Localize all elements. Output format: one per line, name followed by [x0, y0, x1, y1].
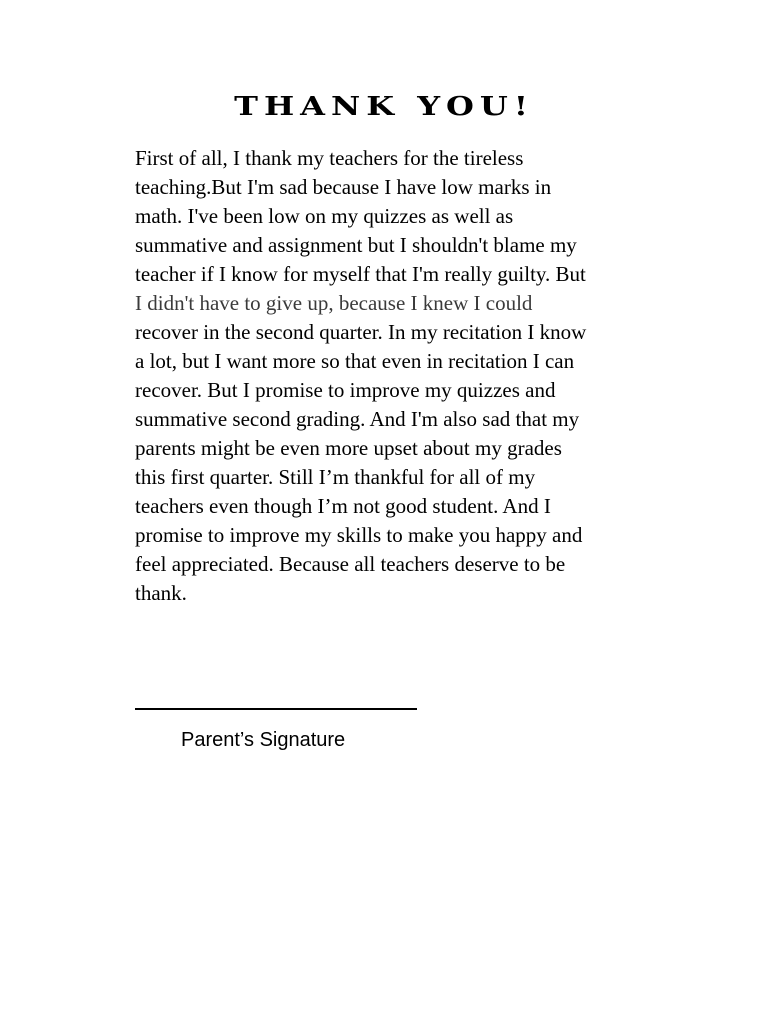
body-line: I didn't have to give up, because I knew I could — [135, 291, 533, 315]
body-line: recover. But I promise to improve my quizzes and — [135, 378, 556, 402]
page-title: THANK YOU! — [234, 90, 534, 122]
body-line: teacher if I know for myself that I'm really guilty. But — [135, 262, 586, 286]
body-line: summative and assignment but I shouldn't blame my — [135, 233, 577, 257]
body-line: thank. — [135, 581, 187, 605]
body-line: teaching.But I'm sad because I have low marks in — [135, 175, 552, 199]
body-line: this first quarter. Still I’m thankful for all of my — [135, 465, 536, 489]
body-line: summative second grading. And I'm also sad that my — [135, 407, 580, 431]
body-line: feel appreciated. Because all teachers deserve to be — [135, 552, 566, 576]
body-line: First of all, I thank my teachers for the tireless — [135, 146, 524, 170]
signature-line — [135, 708, 417, 710]
body-line: recover in the second quarter. In my recitation I know — [135, 320, 587, 344]
body-line: promise to improve my skills to make you happy and — [135, 523, 583, 547]
signature-label: Parent’s Signature — [181, 729, 346, 751]
letter-body — [135, 144, 635, 608]
body-line: a lot, but I want more so that even in recitation I can — [135, 349, 575, 373]
body-line: teachers even though I’m not good student. And I — [135, 494, 551, 518]
body-line: math. I've been low on my quizzes as well as — [135, 204, 514, 228]
body-line: parents might be even more upset about my grades — [135, 436, 562, 460]
